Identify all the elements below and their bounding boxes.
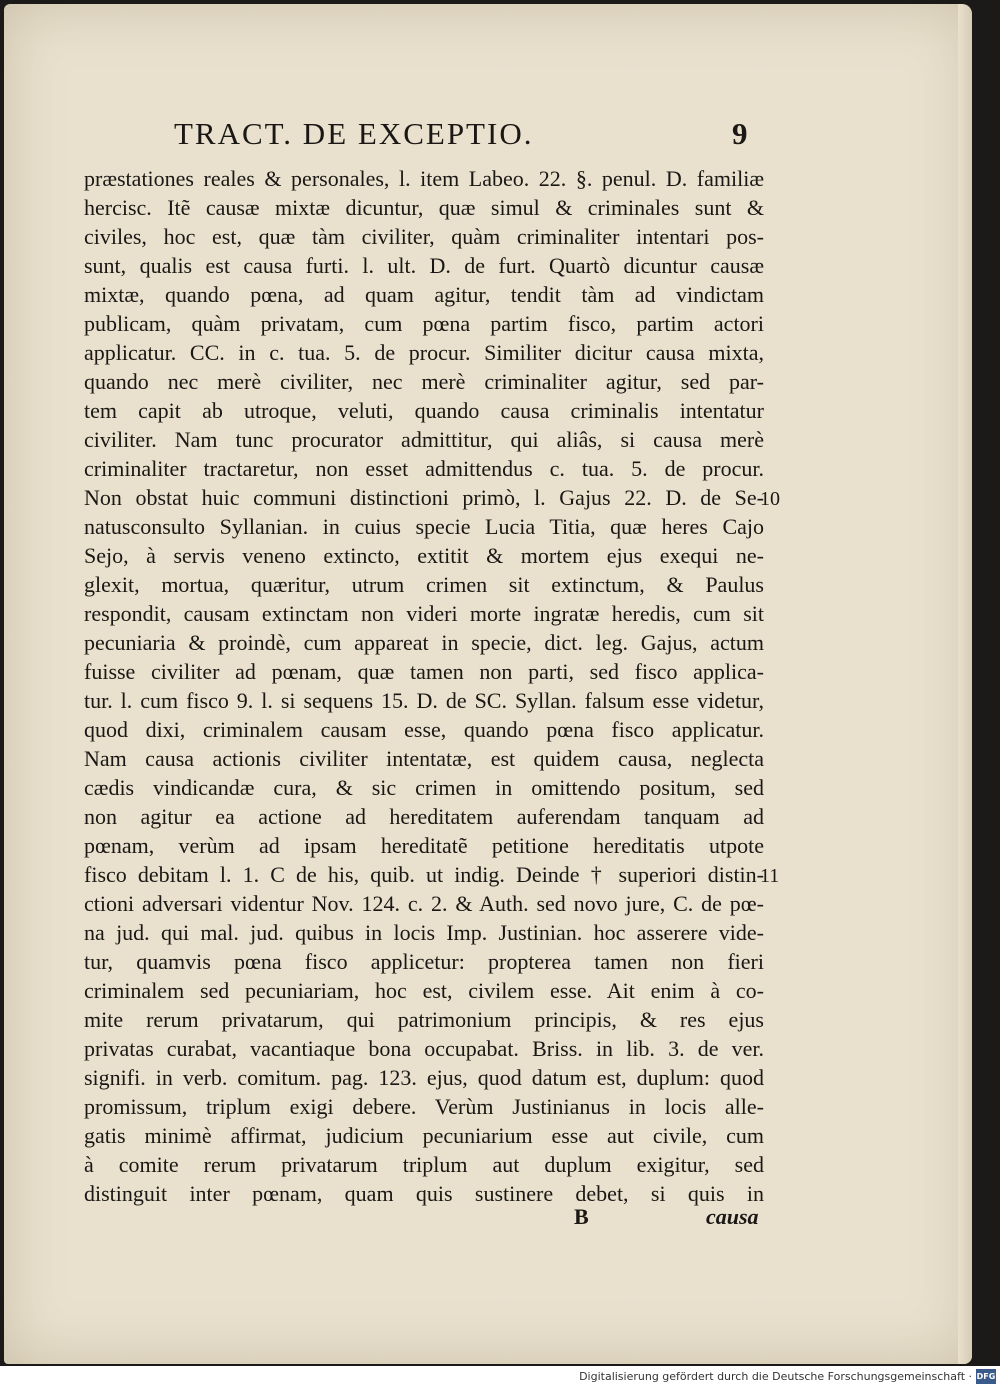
text-line: fisco debitam l. 1. C de his, quib. ut indig. Deinde † superiori distin-	[84, 862, 764, 887]
text-line: publicam, quàm privatam, cum pœna partim fisco, partim actori	[84, 311, 764, 336]
text-line: Nam causa actionis civiliter intentatæ, est quidem causa, neglecta	[84, 746, 764, 771]
text-line: signifi. in verb. comitum. pag. 123. ejus, quod datum est, duplum: quod	[84, 1065, 764, 1090]
footer-bar	[0, 1366, 1000, 1389]
text-line: gatis minimè affirmat, judicium pecuniarium esse aut civile, cum	[84, 1123, 764, 1148]
text-line: Non obstat huic communi distinctioni primò, l. Gajus 22. D. de Se-	[84, 485, 764, 510]
page-edge	[958, 4, 972, 1364]
signature-mark: B	[574, 1204, 589, 1229]
margin-number: 11	[760, 865, 780, 887]
text-line: ctioni adversari videntur Nov. 124. c. 2. & Auth. sed novo jure, C. de pœ-	[84, 891, 764, 916]
text-line: civiles, hoc est, quæ tàm civiliter, quàm criminaliter intentari pos-	[84, 224, 764, 249]
text-line: sunt, qualis est causa furti. l. ult. D. de furt. Quartò dicuntur causæ	[84, 253, 764, 278]
text-line: à comite rerum privatarum triplum aut duplum exigitur, sed	[84, 1152, 764, 1177]
catchword: causa	[706, 1204, 759, 1229]
text-line: tur, quamvis pœna fisco applicetur: propterea tamen non fieri	[84, 949, 764, 974]
text-line: cædis vindicandæ cura, & sic crimen in omittendo positum, sed	[84, 775, 764, 800]
text-line: criminalem sed pecuniariam, hoc est, civilem esse. Ait enim à co-	[84, 978, 764, 1003]
catchword-line	[4, 1204, 764, 1234]
text-line: natusconsulto Syllanian. in cuius specie Lucia Titia, quæ heres Cajo	[84, 514, 764, 539]
text-line: fuisse civiliter ad pœnam, quæ tamen non parti, sed fisco applica-	[84, 659, 764, 684]
digitization-credit: Digitalisierung gefördert durch die Deutsche Forschungsgemeinschaft ·	[579, 1370, 972, 1383]
text-line: mite rerum privatarum, qui patrimonium principis, & res ejus	[84, 1007, 764, 1032]
text-line: distinguit inter pœnam, quam quis sustinere debet, si quis in	[84, 1181, 764, 1206]
text-line: respondit, causam extinctam non videri morte ingratæ heredis, cum sit	[84, 601, 764, 626]
running-head: TRACT. DE EXCEPTIO.	[174, 116, 534, 151]
text-line: criminaliter tractaretur, non esset admittendus c. tua. 5. de procur.	[84, 456, 764, 481]
text-line: quando nec merè civiliter, nec merè criminaliter agitur, sed par-	[84, 369, 764, 394]
page-number: 9	[732, 116, 748, 151]
text-line: pœnam, verùm ad ipsam hereditatẽ petitione hereditatis utpote	[84, 833, 764, 858]
text-line: tur. l. cum fisco 9. l. si sequens 15. D. de SC. Syllan. falsum esse videtur,	[84, 688, 764, 713]
text-line: applicatur. CC. in c. tua. 5. de procur. Similiter dicitur causa mixta,	[84, 340, 764, 365]
text-line: na jud. qui mal. jud. quibus in locis Imp. Justinian. hoc asserere vide-	[84, 920, 764, 945]
text-line: præstationes reales & personales, l. item Labeo. 22. §. penul. D. familiæ	[84, 166, 764, 191]
text-line: Sejo, à servis veneno extincto, extitit & mortem ejus exequi ne-	[84, 543, 764, 568]
body-text	[84, 164, 764, 1208]
text-line: non agitur ea actione ad hereditatem auferendam tanquam ad	[84, 804, 764, 829]
text-line: glexit, mortua, quæritur, utrum crimen sit extinctum, & Paulus	[84, 572, 764, 597]
margin-number: 10	[760, 488, 780, 510]
text-line: hercisc. Itẽ causæ mixtæ dicuntur, quæ simul & criminales sunt &	[84, 195, 764, 220]
text-line: tem capit ab utroque, veluti, quando causa criminalis intentatur	[84, 398, 764, 423]
book-page	[4, 4, 972, 1364]
text-line: mixtæ, quando pœna, ad quam agitur, tendit tàm ad vindictam	[84, 282, 764, 307]
dfg-logo-icon: DFG	[976, 1369, 996, 1384]
text-line: promissum, triplum exigi debere. Verùm Justinianus in locis alle-	[84, 1094, 764, 1119]
text-line: civiliter. Nam tunc procurator admittitur, qui aliâs, si causa merè	[84, 427, 764, 452]
text-line: privatas curabat, vacantiaque bona occupabat. Briss. in lib. 3. de ver.	[84, 1036, 764, 1061]
text-line: pecuniaria & proindè, cum appareat in specie, dict. leg. Gajus, actum	[84, 630, 764, 655]
text-line: quod dixi, criminalem causam esse, quando pœna fisco applicatur.	[84, 717, 764, 742]
